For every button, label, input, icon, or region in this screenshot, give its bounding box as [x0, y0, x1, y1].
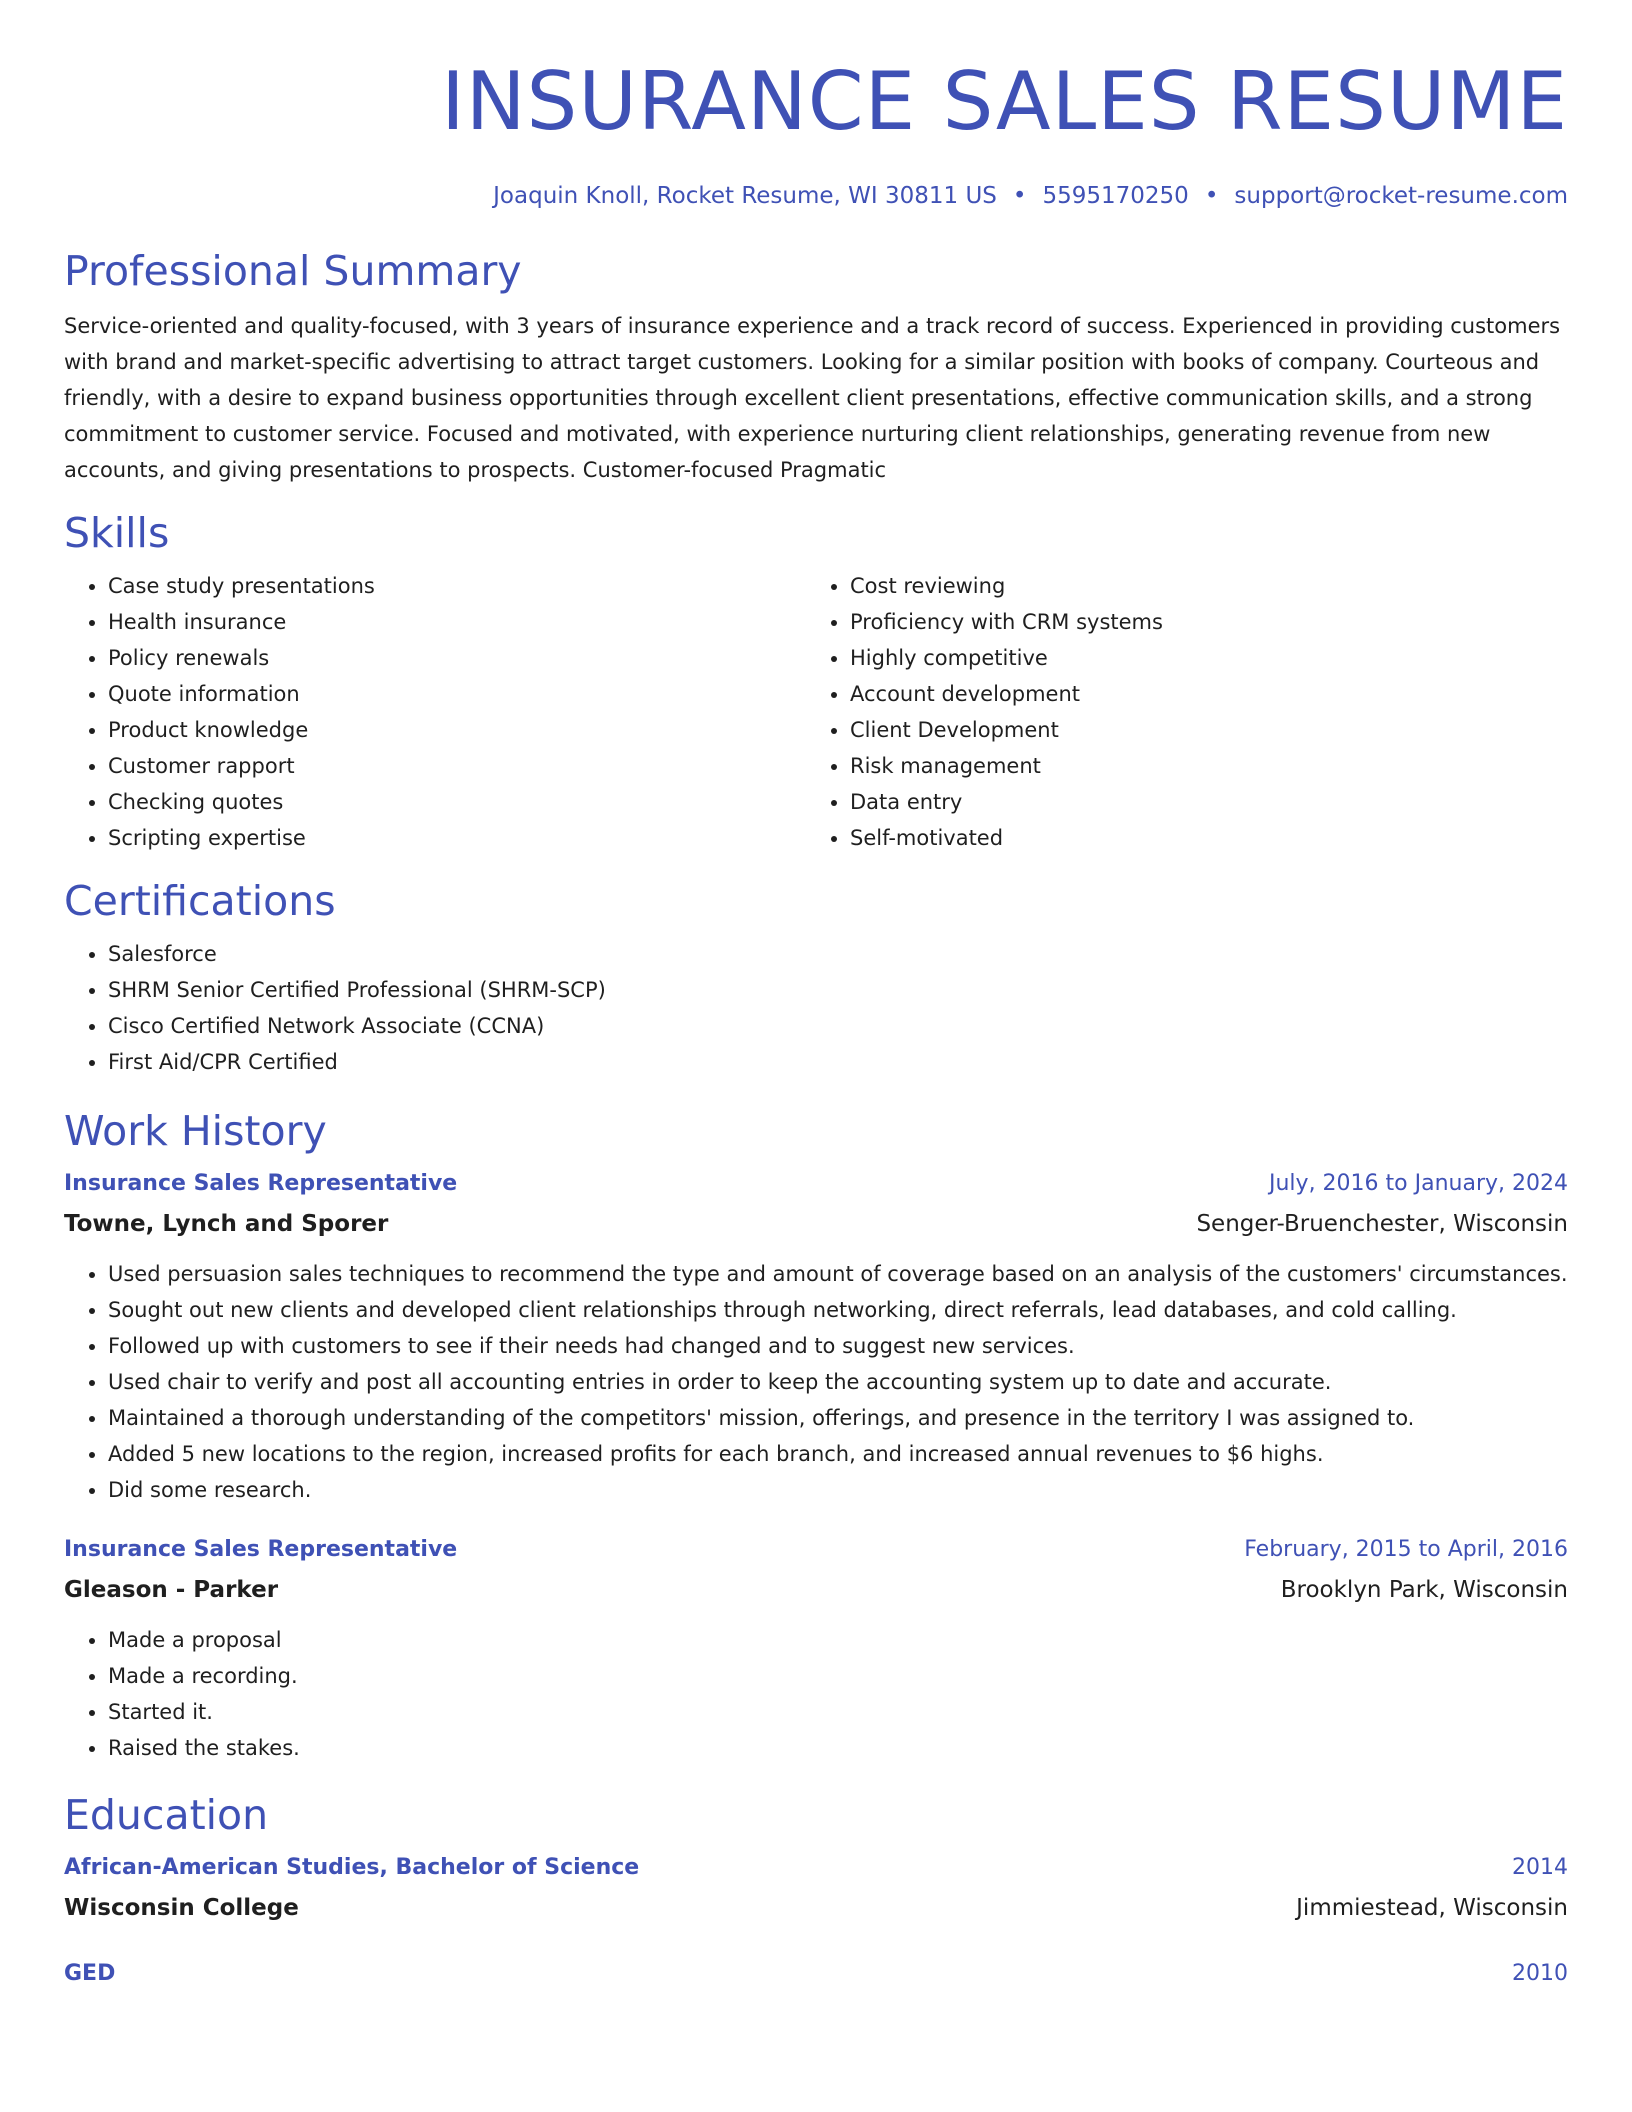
- job-bullet: • Did some research.: [108, 1472, 1568, 1508]
- skill-item: • Scripting expertise: [108, 820, 806, 856]
- skill-item: • Cost reviewing: [850, 568, 1548, 604]
- job-bullet: • Raised the stakes.: [108, 1730, 1568, 1766]
- certification-item: • SHRM Senior Certified Professional (SHRM-SCP): [108, 972, 1568, 1008]
- resume-title: INSURANCE SALES RESUME: [441, 55, 1568, 148]
- education-degree: GED: [64, 1961, 116, 1986]
- summary-section: [64, 246, 1568, 488]
- job-dates: February, 2015 to April, 2016: [1244, 1537, 1568, 1562]
- job-bullet: • Used chair to verify and post all accounting entries in order to keep the accounting system up to date and accurate.: [108, 1364, 1568, 1400]
- skill-item: • Health insurance: [108, 604, 806, 640]
- skill-item: • Proficiency with CRM systems: [850, 604, 1548, 640]
- skill-item: • Checking quotes: [108, 784, 806, 820]
- education-section: [64, 1790, 1568, 1994]
- job-bullet: • Made a recording.: [108, 1658, 1568, 1694]
- job-bullet: • Maintained a thorough understanding of the competitors' mission, offerings, and presence in the territory I was assigned to.: [108, 1400, 1568, 1436]
- summary-text: Service-oriented and quality-focused, with 3 years of insurance experience and a track record of success. Experienced in providing customers with brand and market-specific advertising to attract target customers. Looking for a similar position with books of company. Courteous and friendly, with a desire to expand business opportunities through excellent client presentations, effective communication skills, and a strong commitment to customer service. Focused and motivated, with experience nurturing client relationships, generating revenue from new accounts, and giving presentations to prospects. Customer-focused Pragmatic: [64, 314, 1561, 482]
- contact-line: [64, 180, 1568, 212]
- certification-item: • Salesforce: [108, 936, 1568, 972]
- education-entry: [64, 1848, 1568, 1928]
- skills-column-left: [64, 568, 806, 856]
- job-location: Brooklyn Park, Wisconsin: [1280, 1577, 1568, 1603]
- skills-grid: [64, 568, 1568, 856]
- summary-heading: Professional Summary: [64, 247, 522, 295]
- job-bullet: • Used persuasion sales techniques to recommend the type and amount of coverage based on an analysis of the customers' circumstances.: [108, 1256, 1568, 1292]
- job-entry: [64, 1530, 1568, 1766]
- skill-item: • Customer rapport: [108, 748, 806, 784]
- contact-phone: 5595170250: [1042, 183, 1189, 209]
- resume-header: [64, 0, 1568, 212]
- skills-heading: Skills: [64, 509, 170, 557]
- job-title: Insurance Sales Representative: [64, 1171, 458, 1196]
- skill-item: • Case study presentations: [108, 568, 806, 604]
- resume-page: [64, 0, 1568, 1994]
- contact-address: Joaquin Knoll, Rocket Resume, WI 30811 US: [493, 183, 997, 209]
- skill-item: • Policy renewals: [108, 640, 806, 676]
- job-bullet: • Added 5 new locations to the region, increased profits for each branch, and increased annual revenues to $6 highs.: [108, 1436, 1568, 1472]
- contact-separator: •: [1204, 183, 1219, 209]
- job-bullet: • Sought out new clients and developed client relationships through networking, direct referrals, lead databases, and cold calling.: [108, 1292, 1568, 1328]
- job-bullet: • Followed up with customers to see if their needs had changed and to suggest new services.: [108, 1328, 1568, 1364]
- education-school: Wisconsin College: [64, 1895, 299, 1921]
- certifications-section: [64, 876, 1568, 1080]
- certification-item: • Cisco Certified Network Associate (CCNA): [108, 1008, 1568, 1044]
- contact-email: support@rocket-resume.com: [1234, 183, 1568, 209]
- job-dates: July, 2016 to January, 2024: [1269, 1171, 1568, 1196]
- education-year: 2010: [1512, 1961, 1568, 1986]
- certification-item: • First Aid/CPR Certified: [108, 1044, 1568, 1080]
- job-location: Senger-Bruenchester, Wisconsin: [1196, 1211, 1568, 1237]
- job-employer: Gleason - Parker: [64, 1577, 279, 1603]
- skill-item: • Self-motivated: [850, 820, 1548, 856]
- skill-item: • Client Development: [850, 712, 1548, 748]
- education-heading: Education: [64, 1791, 269, 1839]
- education-entry: [64, 1954, 1568, 1994]
- job-bullet: • Made a proposal: [108, 1622, 1568, 1658]
- skill-item: • Product knowledge: [108, 712, 806, 748]
- skill-item: • Quote information: [108, 676, 806, 712]
- work-history-section: [64, 1106, 1568, 1766]
- education-year: 2014: [1512, 1855, 1568, 1880]
- skill-item: • Account development: [850, 676, 1548, 712]
- skill-item: • Highly competitive: [850, 640, 1548, 676]
- skill-item: • Risk management: [850, 748, 1548, 784]
- education-location: Jimmiestead, Wisconsin: [1296, 1895, 1568, 1921]
- job-title: Insurance Sales Representative: [64, 1537, 458, 1562]
- education-degree: African-American Studies, Bachelor of Science: [64, 1855, 640, 1880]
- job-employer: Towne, Lynch and Sporer: [64, 1211, 389, 1237]
- job-bullet: • Started it.: [108, 1694, 1568, 1730]
- job-entry: [64, 1164, 1568, 1508]
- skills-column-right: [806, 568, 1548, 856]
- contact-separator: •: [1012, 183, 1027, 209]
- skills-section: [64, 508, 1568, 856]
- certifications-heading: Certifications: [64, 877, 336, 925]
- skill-item: • Data entry: [850, 784, 1548, 820]
- work-history-heading: Work History: [64, 1107, 327, 1155]
